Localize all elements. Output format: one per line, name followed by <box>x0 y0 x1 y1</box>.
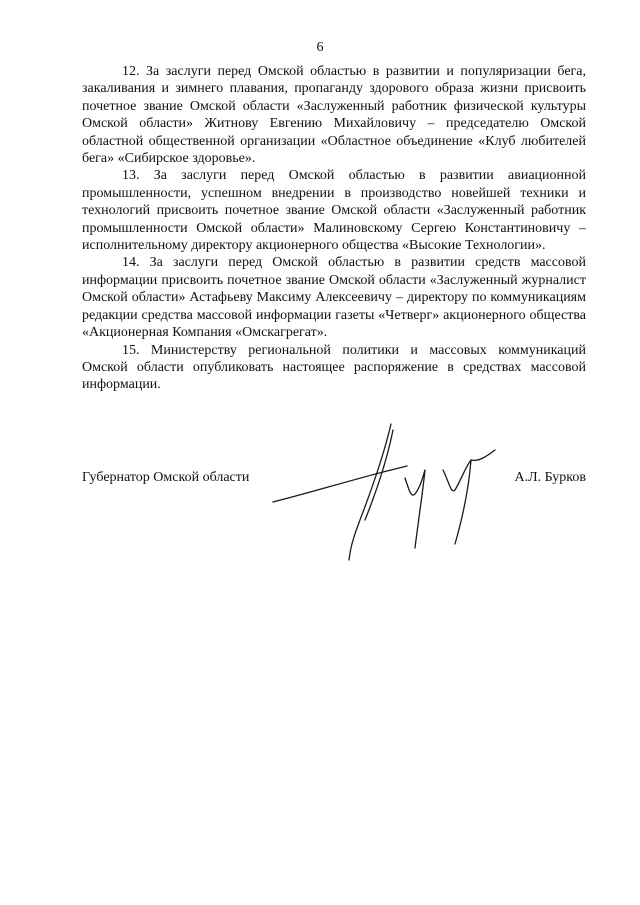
handwritten-signature <box>265 420 515 570</box>
paragraph-15: 15. Министерству региональной политики и массовых коммуникаций Омской области опубликовать настоящее распоряжение в средствах массовой информации. <box>82 342 586 393</box>
paragraph-12: 12. За заслуги перед Омской областью в развитии и популяризации бега, закаливания и зимнего плавания, пропаганду здорового образа жизни присвоить почетное звание Омской области «Заслуженный работник физической культуры Омской области» Житнову Евгению Михайловичу – председателю Омской областной общественной организации «Областное объединение «Клуб любителей бега» «Сибирское здоровье». <box>82 64 586 167</box>
paragraph-13: 13. За заслуги перед Омской областью в развитии авиационной промышленности, успешном внедрении в производство новейшей техники и технологий присвоить почетное звание Омской области «Заслуженный работник промышленности Омской области» Малиновскому Сергею Константиновичу – исполнительному директору акционерного общества «Высокие Технологии». <box>82 168 586 254</box>
document-body <box>82 63 586 394</box>
paragraph-14: 14. За заслуги перед Омской областью в развитии средств массовой информации присвоить почетное звание Омской области «Заслуженный журналист Омской области» Астафьеву Максиму Алексеевичу – директору по коммуникациям редакции средства массовой информации газеты «Четверг» акционерного общества «Акционерная Компания «Омскагрегат». <box>82 255 586 341</box>
page-number: 6 <box>316 40 324 55</box>
signatory-title: Губернатор Омской области <box>82 470 250 485</box>
signatory-name: А.Л. Бурков <box>514 470 586 485</box>
